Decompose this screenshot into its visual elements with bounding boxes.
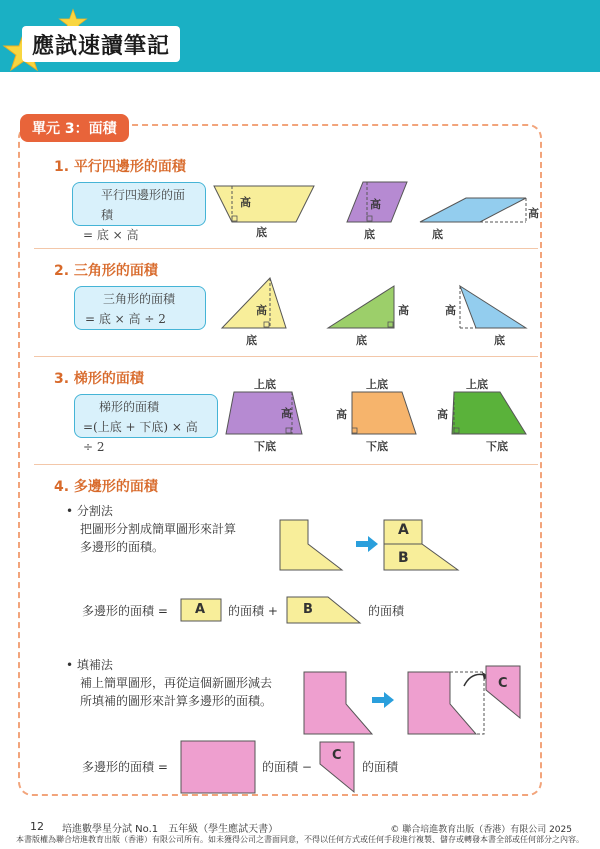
polygon-shape xyxy=(302,670,374,736)
fill-bullet: • 填補法 xyxy=(66,658,113,672)
triangle-shape xyxy=(326,284,398,330)
polygon-shape xyxy=(278,518,344,572)
arrow-right-icon xyxy=(356,536,378,552)
section-divider xyxy=(34,248,538,249)
height-label: 高 xyxy=(240,196,251,209)
base-label: 底 xyxy=(494,334,505,347)
unit-tab xyxy=(20,114,129,142)
formula-line: = 底 × 高 xyxy=(83,228,139,242)
section-2-title: 2. 三角形的面積 xyxy=(54,263,158,279)
fill-line-1: 補上簡單圖形，再從這個新圖形減去 xyxy=(80,676,273,690)
fill-equation-mid: 的面積 − xyxy=(262,760,312,774)
region-c-label: C xyxy=(498,676,508,691)
shape-c-shape xyxy=(484,664,524,722)
height-label: 高 xyxy=(336,408,347,421)
trapezoid-shape xyxy=(224,390,304,436)
base-label: 底 xyxy=(256,226,267,239)
split-method-label: 分割法 xyxy=(76,504,113,518)
copyright-notice: 本書版權為聯合培進教育出版（香港）有限公司所有。如未獲得公司之書面同意，不得以任何方式或任何手段進行複製、儲存或轉發本書全部或任何部分之內容。 xyxy=(16,835,584,844)
height-label: 高 xyxy=(445,304,456,317)
base-label: 底 xyxy=(432,228,443,241)
split-equation-mid: 的面積 + xyxy=(228,604,278,618)
fill-method-label: 填補法 xyxy=(76,658,113,672)
trapezoid-shape xyxy=(350,390,418,436)
split-equation-tail: 的面積 xyxy=(368,604,405,618)
split-bullet: • 分割法 xyxy=(66,504,113,518)
section-divider xyxy=(34,356,538,357)
split-line-2: 多邊形的面積。 xyxy=(80,540,165,554)
height-label: 高 xyxy=(370,198,381,211)
page-title: 應試速讀筆記 xyxy=(32,33,171,59)
base-label: 底 xyxy=(356,334,367,347)
parallelogram-shape xyxy=(418,196,533,226)
split-polygon-shape xyxy=(382,518,460,572)
unit-label: 單元 3：面積 xyxy=(32,121,117,137)
bottom-base-label: 下底 xyxy=(486,440,508,453)
page-number: 12 xyxy=(30,820,44,833)
rectangle-icon xyxy=(180,740,256,794)
region-b-label: B xyxy=(398,550,409,566)
section-2-formula xyxy=(74,286,206,330)
height-label: 高 xyxy=(256,304,267,317)
section-1-title: 1. 平行四邊形的面積 xyxy=(54,159,186,175)
bottom-base-label: 下底 xyxy=(366,440,388,453)
section-3-formula xyxy=(74,394,218,454)
height-label: 高 xyxy=(281,407,292,420)
split-equation-lead: 多邊形的面積 = xyxy=(82,604,168,618)
formula-line: 三角形的面積 xyxy=(103,292,176,306)
section-divider xyxy=(34,464,538,465)
triangle-shape xyxy=(218,276,290,330)
height-label: 高 xyxy=(437,408,448,421)
section-1-formula xyxy=(72,182,206,242)
book-title: 培進數學星分試 No.1 五年級（學生應試天書） xyxy=(62,824,279,835)
top-base-label: 上底 xyxy=(466,378,488,391)
copyright: © 聯合培進教育出版（香港）有限公司 2025 xyxy=(390,825,572,835)
split-line-1: 把圖形分割成簡單圖形來計算 xyxy=(80,522,237,536)
region-a-label: A xyxy=(398,522,409,538)
base-label: 底 xyxy=(246,334,257,347)
shape-a-label: A xyxy=(195,602,206,617)
bottom-base-label: 下底 xyxy=(254,440,276,453)
triangle-shape xyxy=(456,284,530,330)
formula-line: 平行四邊形的面積 xyxy=(101,188,186,222)
title-box xyxy=(22,26,180,62)
section-4-title: 4. 多邊形的面積 xyxy=(54,479,158,495)
formula-line: 梯形的面積 xyxy=(99,400,160,414)
top-base-label: 上底 xyxy=(254,378,276,391)
parallelogram-shape xyxy=(210,184,320,228)
formula-line: = 底 × 高 ÷ 2 xyxy=(85,312,166,326)
top-base-label: 上底 xyxy=(366,378,388,391)
shape-c-label: C xyxy=(332,748,342,763)
fill-equation-tail: 的面積 xyxy=(362,760,399,774)
shape-b-label: B xyxy=(303,602,313,617)
arrow-right-icon xyxy=(372,692,394,708)
height-label: 高 xyxy=(398,304,409,317)
base-label: 底 xyxy=(364,228,375,241)
shape-b-icon xyxy=(286,596,362,624)
height-label: 高 xyxy=(528,207,539,220)
section-3-title: 3. 梯形的面積 xyxy=(54,371,144,387)
trapezoid-shape xyxy=(450,390,530,436)
fill-line-2: 所填補的圖形來計算多邊形的面積。 xyxy=(80,694,273,708)
fill-equation-lead: 多邊形的面積 = xyxy=(82,760,168,774)
formula-line: =(上底 + 下底) × 高 ÷ 2 xyxy=(83,420,198,454)
